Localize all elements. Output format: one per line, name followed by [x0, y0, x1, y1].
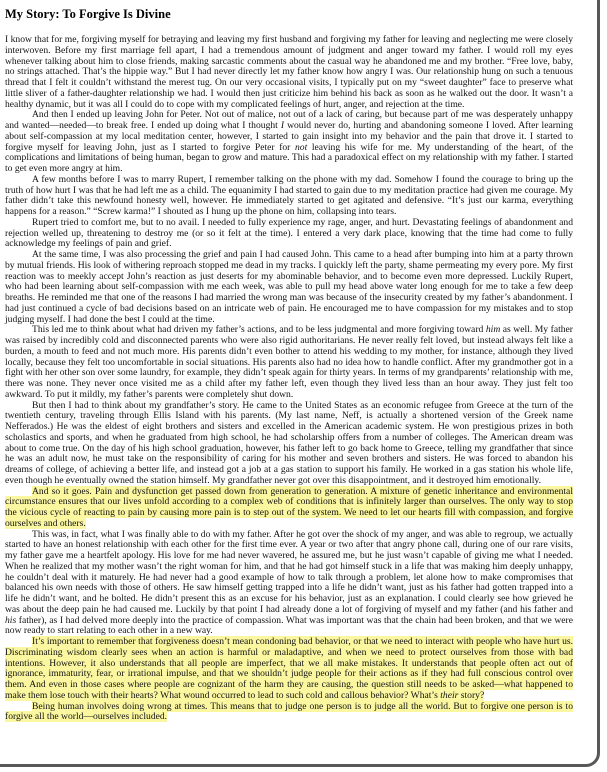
paragraph: A few months before I was to marry Rupert, I remember talking on the phone with my dad. Somehow I found the courage to bring up the truth of how hurt I was that he had left me as a child. The equanimity I had started to gain due to my meditation practice had given me courage. My father didn’t take this newfound honesty well, however. He immediately started to get agitated and defensive. “It’s just our karma, everything happens for a reason.” “Screw karma!” I shouted as I hung up the phone on him, collapsing into tears. [5, 173, 573, 217]
paragraph: And then I ended up leaving John for Peter. Not out of malice, not out of a lack of caring, but because part of me was desperately unhappy and wanted—needed—to break free. I ended up doing what I thought I would never do, hurting and abandoning someone I loved. After learning about self-compassion at my local meditation center, however, I started to gain insight into my behavior and the pain that drove it. I started to forgive myself for leaving John, just as I started to forgive Peter for not leaving his wife for me. My understanding of the heart, of the complications and limitations of being human, began to grow and mature. This had a paradoxical effect on my relationship with my father. I started to get even more angry at him. [5, 109, 574, 174]
page-body [5, 35, 573, 723]
highlighted-text: It’s important to remember that forgiveness doesn’t mean condoning bad behavior, or that we need to interact with people who have hurt us. Discriminating wisdom clearly sees when an action is harmful or maladaptive, and when we need to protect ourselves from those with bad intentions. However, it also understands that all people are imperfect, that we all make mistakes. It understands that people often act out of ignorance, immaturity, fear, or irrational impulse, and that we shouldn’t judge people for their actions as if they had full conscious control over them. And even in those cases where people are cognizant of the harm they are causing, the question still needs to be asked—what happened to make them lose touch with their hearts? What wound occurred to lead to such cold and callous behavior? What’s their story? [5, 636, 573, 701]
paragraph [5, 702, 573, 724]
paragraph: This led me to think about what had driven my father’s actions, and to be less judgmental and more forgiving toward him as well. My father was raised by incredibly cold and disconnected parents who were also rigid authoritarians. He never really felt loved, but instead always felt like a burden, a mouth to feed and not much more. His parents didn’t even bother to attend his wedding to my mother, for instance, although they lived locally, because they felt too uncomfortable in social situations. His parents also had no idea how to handle conflict. After my grandmother got in a fight with her other son over some laundry, for example, they didn’t speak again for thirty years. In terms of my grandparents’ relationship with me, there was none. They never once visited me as a child after my father left, even though they lived less than an hour away. They just felt too awkward. To put it mildly, my father’s parents were completely shut down. [5, 324, 573, 400]
paragraph: At the same time, I was also processing the grief and pain I had caused John. This came to a head after bumping into him at a party thrown by mutual friends. His look of withering reproach stopped me dead in my tracks. I quickly left the party, shame permeating my every pore. My first reaction was to meekly accept John’s reaction as just deserts for my abominable behavior, and to become even more depressed. Luckily Rupert, who had been learning about self-compassion with me each week, was able to pull my head above water long enough for me to take a few deep breaths. He reminded me that one of the reasons I had married the wrong man was because of the insecurity created by my father’s abandonment. I had just continued a cycle of bad decisions based on an intricate web of pain. He encouraged me to have compassion for my mistakes and to stop judging myself. I had done the best I could at the time. [5, 249, 573, 325]
italic-text: his [5, 614, 17, 626]
paragraph: But then I had to think about my grandfather’s story. He came to the United States as an economic refugee from Greece at the turn of the twentieth century, traveling through Ellis Island with his parents. (My last name, Neff, is actually a shortened version of the Greek name Nefferados.) He was the eldest of eight brothers and sisters and excelled in the American academic system. He won prestigious prizes in both scholastics and sports, and when he graduated from high school, he had scholarship offers from a number of colleges. The American dream was about to come true. On the day of his high school graduation, however, his father left to go back home to Greece, telling my grandfather that since he was an adult now, he must take on the responsibility of caring for his mother and seven brothers and sisters. He was forced to abandon his dreams of college, of achieving a better life, and instead got a job at a gas station to support his family. He worked in a gas station his whole life, even though he eventually owned the station himself. My grandfather never got over this disappointment, and it destroyed him emotionally. [5, 399, 573, 486]
italic-text: I [280, 120, 285, 131]
italic-text: their [440, 689, 459, 701]
paragraph [5, 637, 573, 702]
highlighted-text: Being human involves doing wrong at times. This means that to judge one person is to judge all the world. But to forgive one person is to forgive all the world—ourselves included. [5, 700, 573, 723]
paragraph: I know that for me, forgiving myself for betraying and leaving my first husband and forgiving my father for leaving and neglecting me were closely interwoven. Before my first marriage fell apart, I had a tremendous amount of judgment and anger toward my father. I would roll my eyes whenever talking about him to close friends, making sarcastic comments about the casual way he abandoned me and my brother. “Free love, baby, no strings attached. That’s the hippie way.” But I had never directly let my father know how angry I was. Our relationship hung on such a tenuous thread that I felt it couldn’t withstand the merest tug. On our very occasional visits, I typically put on my “sweet daughter” face to preserve what little sliver of a father-daughter relationship we had. I would then just criticize him behind his back as soon as he walked out the door. It wasn’t a healthy dynamic, but it was all I could do to cope with my complicated feelings of hurt, anger, and rejection at the time. [5, 34, 573, 110]
page-title: My Story: To Forgive Is Divine [5, 7, 171, 21]
paragraph: This was, in fact, what I was finally able to do with my father. After he got over the shock of my anger, and was able to regroup, we actually started to have an honest relationship with each other for the first time ever. A year or two after that angry phone call, during one of our rare visits, my father gave me a heartfelt apology. His love for me had never wavered, he assured me, but he just wasn’t capable of giving me what I needed. When he realized that my mother wasn’t the right woman for him, and that he had got himself stuck in a life that was making him deeply unhappy, he couldn’t deal with it maturely. He had never had a good example of how to talk through a problem, let alone how to make compromises that balanced his own needs with those of others. He saw himself getting trapped into a life he didn’t want, just as his father had gotten trapped into a life he didn’t want, and he bolted. He didn’t present this as an excuse for his behavior, just as an explanation. I could clearly see how grieved he was about the deep pain he had caused me. Luckily by that point I had already done a lot of forgiving of myself and my father (and his father and his father), as I had delved more deeply into the practice of compassion. What was important was that the chain had been broken, and that we were now ready to start relating to each other in a new way. [5, 528, 573, 637]
italic-text: him [485, 324, 501, 336]
highlighted-text: And so it goes. Pain and dysfunction get passed down from generation to generation. A mixture of genetic inheritance and environmental circumstance ensures that our lives unfold according to a complex web of conditions that is infinitely larger than ourselves. The only way to stop the vicious cycle of reacting to pain by causing more pain is to step out of the system. We need to let our hearts fill with compassion, and forgive ourselves and others. [5, 485, 573, 529]
page-content [5, 7, 573, 723]
paragraph [5, 487, 573, 530]
paragraph: Rupert tried to comfort me, but to no avail. I needed to fully experience my rage, anger, and hurt. Devastating feelings of abandonment and rejection welled up, threatening to destroy me (or so it felt at the time). I entered a very dark place, knowing that the time had come to fully acknowledge my feelings of pain and grief. [5, 216, 573, 250]
italic-text: not [295, 141, 308, 153]
